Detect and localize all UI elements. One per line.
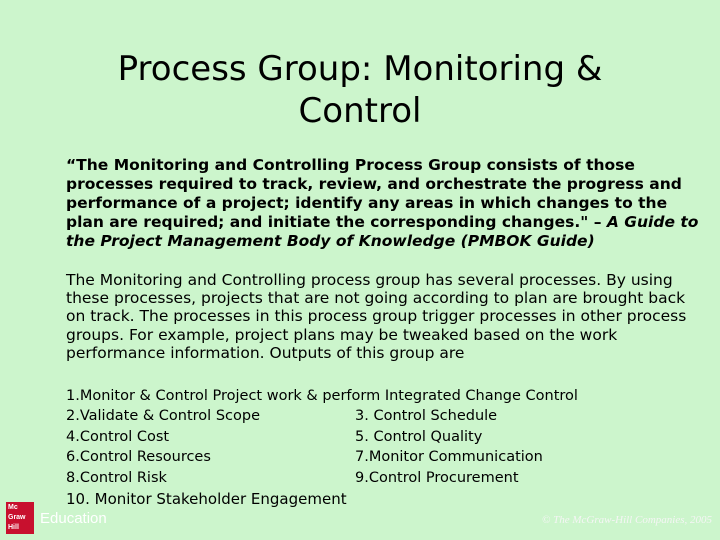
process-item: 5. Control Quality xyxy=(355,428,483,445)
logo-text: Graw xyxy=(8,514,26,521)
process-row xyxy=(66,427,666,447)
process-row xyxy=(66,386,666,406)
process-item: 3. Control Schedule xyxy=(355,408,498,425)
process-row xyxy=(66,489,666,511)
process-item: 7.Monitor Communication xyxy=(355,449,543,466)
copyright-notice: © The McGraw-Hill Companies, 2005 xyxy=(542,514,712,526)
education-label: Education xyxy=(40,510,107,527)
process-item: 6.Control Resources xyxy=(66,449,211,466)
process-item: 1.Monitor & Control Project work & perform Integrated Change Control xyxy=(66,388,578,404)
process-list xyxy=(66,386,666,511)
quote-source: A Guide to the Project Management Body of Knowledge (PMBOK Guide) xyxy=(66,213,699,250)
process-item: 8.Control Risk xyxy=(66,469,167,486)
process-row xyxy=(66,406,666,426)
process-item: 9.Control Procurement xyxy=(355,469,519,486)
process-item: 2.Validate & Control Scope xyxy=(66,408,260,425)
pmbok-quote xyxy=(66,156,706,251)
process-item: 4.Control Cost xyxy=(66,428,170,445)
process-row xyxy=(66,447,666,467)
process-item: 10. Monitor Stakeholder Engagement xyxy=(66,489,347,508)
description-paragraph: The Monitoring and Controlling process group has several processes. By using these processes, projects that are not going according to plan are brought back on track. The processes in this process group trigger processes in other process groups. For example, project plans may be tweaked based on the work performance information. Outputs of this group are xyxy=(66,271,687,362)
slide-title: Process Group: Monitoring & Control xyxy=(117,49,603,131)
quote-text: “The Monitoring and Controlling Process Group consists of those processes required to track, review, and orchestrate the progress and performance of a project; identify any areas in which changes to the plan are required; and initiate the corresponding changes." – xyxy=(66,156,682,231)
mcgraw-hill-logo xyxy=(6,502,34,534)
process-row xyxy=(66,468,666,488)
logo-text: Hill xyxy=(8,524,19,531)
logo-text: Mc xyxy=(8,504,18,511)
